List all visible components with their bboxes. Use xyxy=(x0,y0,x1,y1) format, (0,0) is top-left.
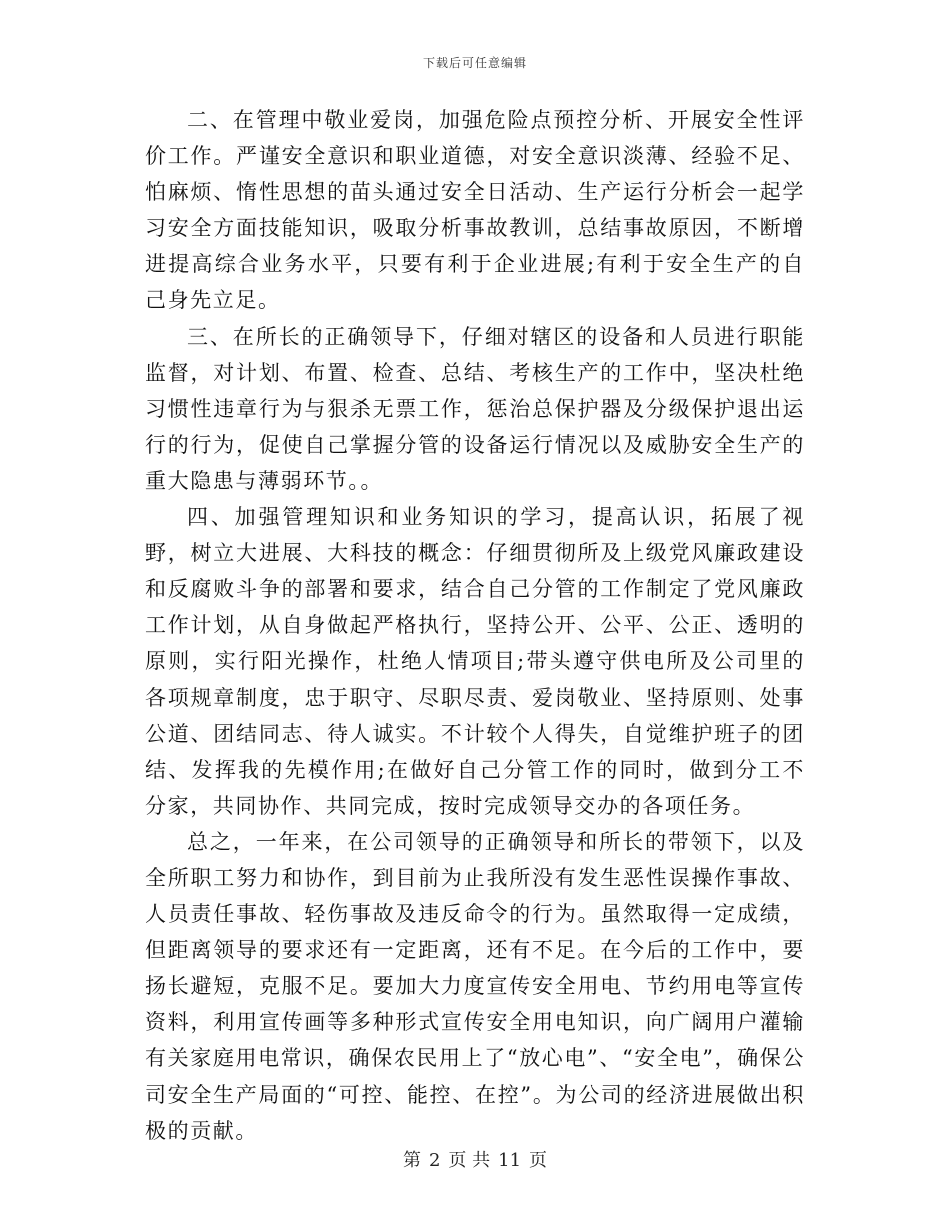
footer-mid: 页 共 xyxy=(448,1150,491,1171)
paragraph-supervision: 三、在所长的正确领导下，仔细对辖区的设备和人员进行职能监督，对计划、布置、检查、总结、考核生产的工作中，坚决杜绝习惯性违章行为与狠杀无票工作，惩治总保护器及分级保护退出运行的行为，促使自己掌握分管的设备运行情况以及威胁安全生产的重大隐患与薄弱环节。。 xyxy=(145,324,805,493)
document-body xyxy=(145,102,805,1149)
footer-total-pages: 11 xyxy=(498,1150,522,1171)
paragraph-learning: 四、加强管理知识和业务知识的学习，提高认识，拓展了视野，树立大进展、大科技的概念：仔细贯彻所及上级党风廉政建设和反腐败斗争的部署和要求，结合自己分管的工作制定了党风廉政工作计划，从自身做起严格执行，坚持公开、公平、公正、透明的原则，实行阳光操作，杜绝人情项目;带头遵守供电所及公司里的各项规章制度，忠于职守、尽职尽责、爱岗敬业、坚持原则、处事公道、团结同志、待人诚实。不计较个人得失，自觉维护班子的团结、发挥我的先模作用;在做好自己分管工作的同时，做到分工不分家，共同协作、共同完成，按时完成领导交办的各项任务。 xyxy=(145,505,805,818)
footer-page-number: 2 xyxy=(428,1150,441,1171)
page-header-note: 下载后可任意编辑 xyxy=(422,56,527,70)
footer-prefix: 第 xyxy=(402,1150,421,1171)
paragraph-management-dedication: 二、在管理中敬业爱岗，加强危险点预控分析、开展安全性评价工作。严谨安全意识和职业道德，对安全意识淡薄、经验不足、怕麻烦、惰性思想的苗头通过安全日活动、生产运行分析会一起学习安全方面技能知识，吸取分析事故教训，总结事故原因，不断增进提高综合业务水平，只要有利于企业进展;有利于安全生产的自己身先立足。 xyxy=(145,108,805,313)
page-footer xyxy=(0,1146,950,1172)
paragraph-summary: 总之，一年来，在公司领导的正确领导和所长的带领下，以及全所职工努力和协作，到目前为止我所没有发生恶性误操作事故、人员责任事故、轻伤事故及违反命令的行为。虽然取得一定成绩，但距离领导的要求还有一定距离，还有不足。在今后的工作中，要扬长避短，克服不足。要加大力度宣传安全用电、节约用电等宣传资料，利用宣传画等多种形式宣传安全用电知识，向广阔用户灌输有关家庭用电常识，确保农民用上了“放心电”、“安全电”，确保公司安全生产局面的“可控、能控、在控”。为公司的经济进展做出积极的贡献。 xyxy=(145,829,805,1143)
footer-suffix: 页 xyxy=(529,1150,548,1171)
